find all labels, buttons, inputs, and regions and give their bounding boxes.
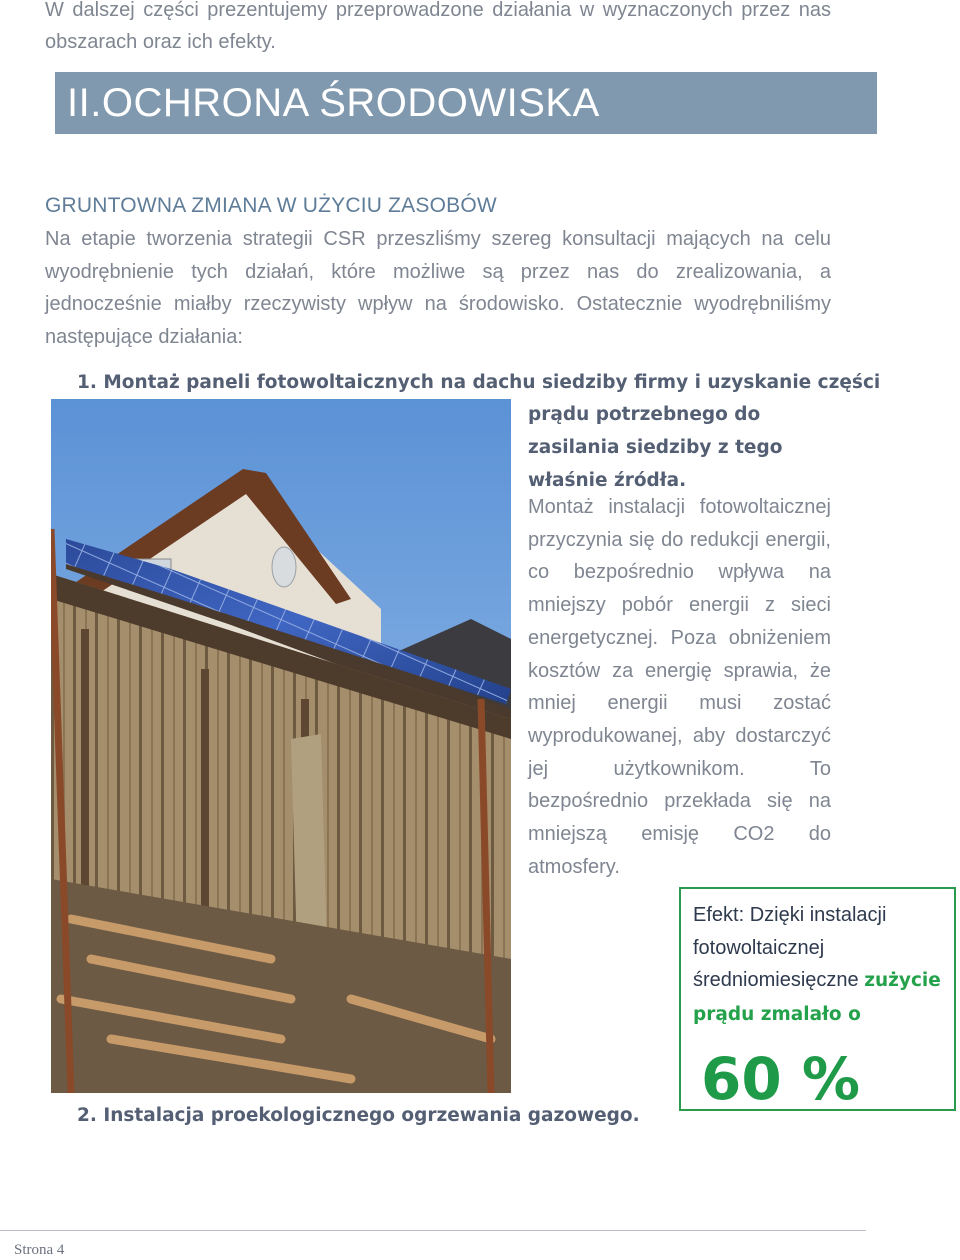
item1-description: Montaż instalacji fotowoltaicznej przyczynia się do redukcji energii, co bezpośrednio wpływa na mniejszy pobór energii z sieci energetycznej. Poza obniżeniem kosztów za energię sprawia, że mniej energii musi zostać wyprodukowanej, aby dostarczyć jej użytkownikom. To bezpośrednio przekłada się na mniejszą emisję CO2 do atmosfery. (528, 496, 831, 878)
item2-heading: 2. Instalacja proekologicznego ogrzewania gazowego. (77, 1105, 640, 1126)
effect-value: 60 % (701, 1045, 861, 1113)
footer-divider (0, 1230, 866, 1231)
effect-text-plain: Efekt: Dzięki instalacji fotowoltaicznej średniomiesięczne (693, 904, 887, 991)
effect-text (693, 899, 953, 1031)
solar-panels-photo (51, 399, 511, 1093)
effect-box (679, 887, 956, 1111)
section-title: II.OCHRONA ŚRODOWISKA (67, 81, 600, 125)
body-paragraph: Na etapie tworzenia strategii CSR przeszliśmy szereg konsultacji mających na celu wyodrębnienie tych działań, które możliwe są przez nas do zrealizowania, a jednocześnie miałby rzeczywisty wpływ na środowisko. Ostatecznie wyodrębniliśmy następujące działania: (45, 228, 831, 348)
intro-paragraph: W dalszej części prezentujemy przeprowadzone działania w wyznaczonych przez nas obszarach oraz ich efekty. (45, 0, 831, 53)
solar-house-illustration (51, 399, 511, 1093)
item1-heading-continued: prądu potrzebnego do zasilania siedziby z tego właśnie źródła. (528, 404, 783, 491)
effect-text-highlight: zużycie prądu zmalało o (693, 970, 941, 1025)
subheading: GRUNTOWNA ZMIANA W UŻYCIU ZASOBÓW (45, 194, 497, 217)
page-number: Strona 4 (14, 1242, 65, 1258)
item1-heading: 1. Montaż paneli fotowoltaicznych na dachu siedziby firmy i uzyskanie części (77, 372, 881, 393)
section-banner (55, 72, 877, 134)
